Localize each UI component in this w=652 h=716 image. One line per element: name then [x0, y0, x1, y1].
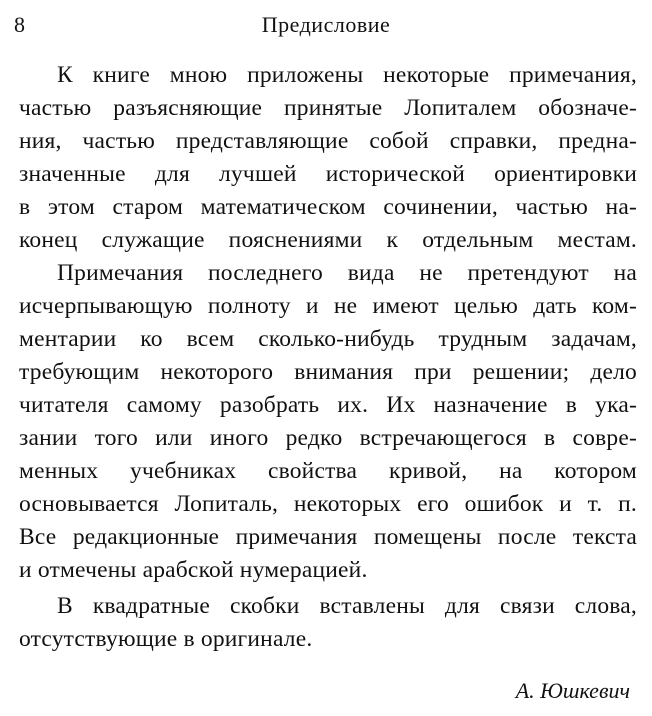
text-line: К книге мною приложены некоторые примечания,	[57, 62, 637, 88]
author-signature: А. Юшкевич	[515, 678, 630, 703]
text-line: ментарии ко всем сколько-нибудь трудным задачам,	[19, 326, 637, 352]
page-title: Предисловие	[261, 12, 391, 37]
text-line: частью разъясняющие принятые Лопиталем обозначе-	[19, 95, 637, 121]
text-line: требующим некоторого внимания при решении; дело	[19, 359, 637, 385]
text-line: менных учебниках свойства кривой, на котором	[19, 458, 637, 484]
text-line: в этом старом математическом сочинении, частью на-	[19, 194, 637, 220]
text-line: и отмечены арабской нумерацией.	[19, 557, 368, 583]
text-line: Все редакционные примечания помещены после текста	[19, 524, 637, 550]
text-line: исчерпывающую полноту и не имеют целью дать ком-	[19, 293, 637, 319]
text-line: отсутствующие в оригинале.	[19, 626, 313, 652]
text-line: конец служащие пояснениями к отдельным местам.	[19, 227, 637, 253]
text-line: читателя самому разобрать их. Их назначение в ука-	[19, 392, 637, 418]
text-line: значенные для лучшей исторической ориентировки	[19, 161, 637, 187]
paragraph-2	[19, 257, 637, 587]
text-line: ния, частью представляющие собой справки, предна-	[19, 128, 637, 154]
paragraph-1	[19, 59, 637, 257]
text-line: основывается Лопиталь, некоторых его ошибок и т. п.	[19, 491, 637, 517]
text-line: зании того или иного редко встречающегося в совре-	[19, 425, 637, 451]
page-body	[19, 59, 637, 656]
text-line: В квадратные скобки вставлены для связи слова,	[57, 593, 637, 619]
paragraph-3	[19, 590, 637, 656]
text-line: Примечания последнего вида не претендуют на	[57, 260, 637, 286]
page-number: 8	[14, 12, 25, 37]
